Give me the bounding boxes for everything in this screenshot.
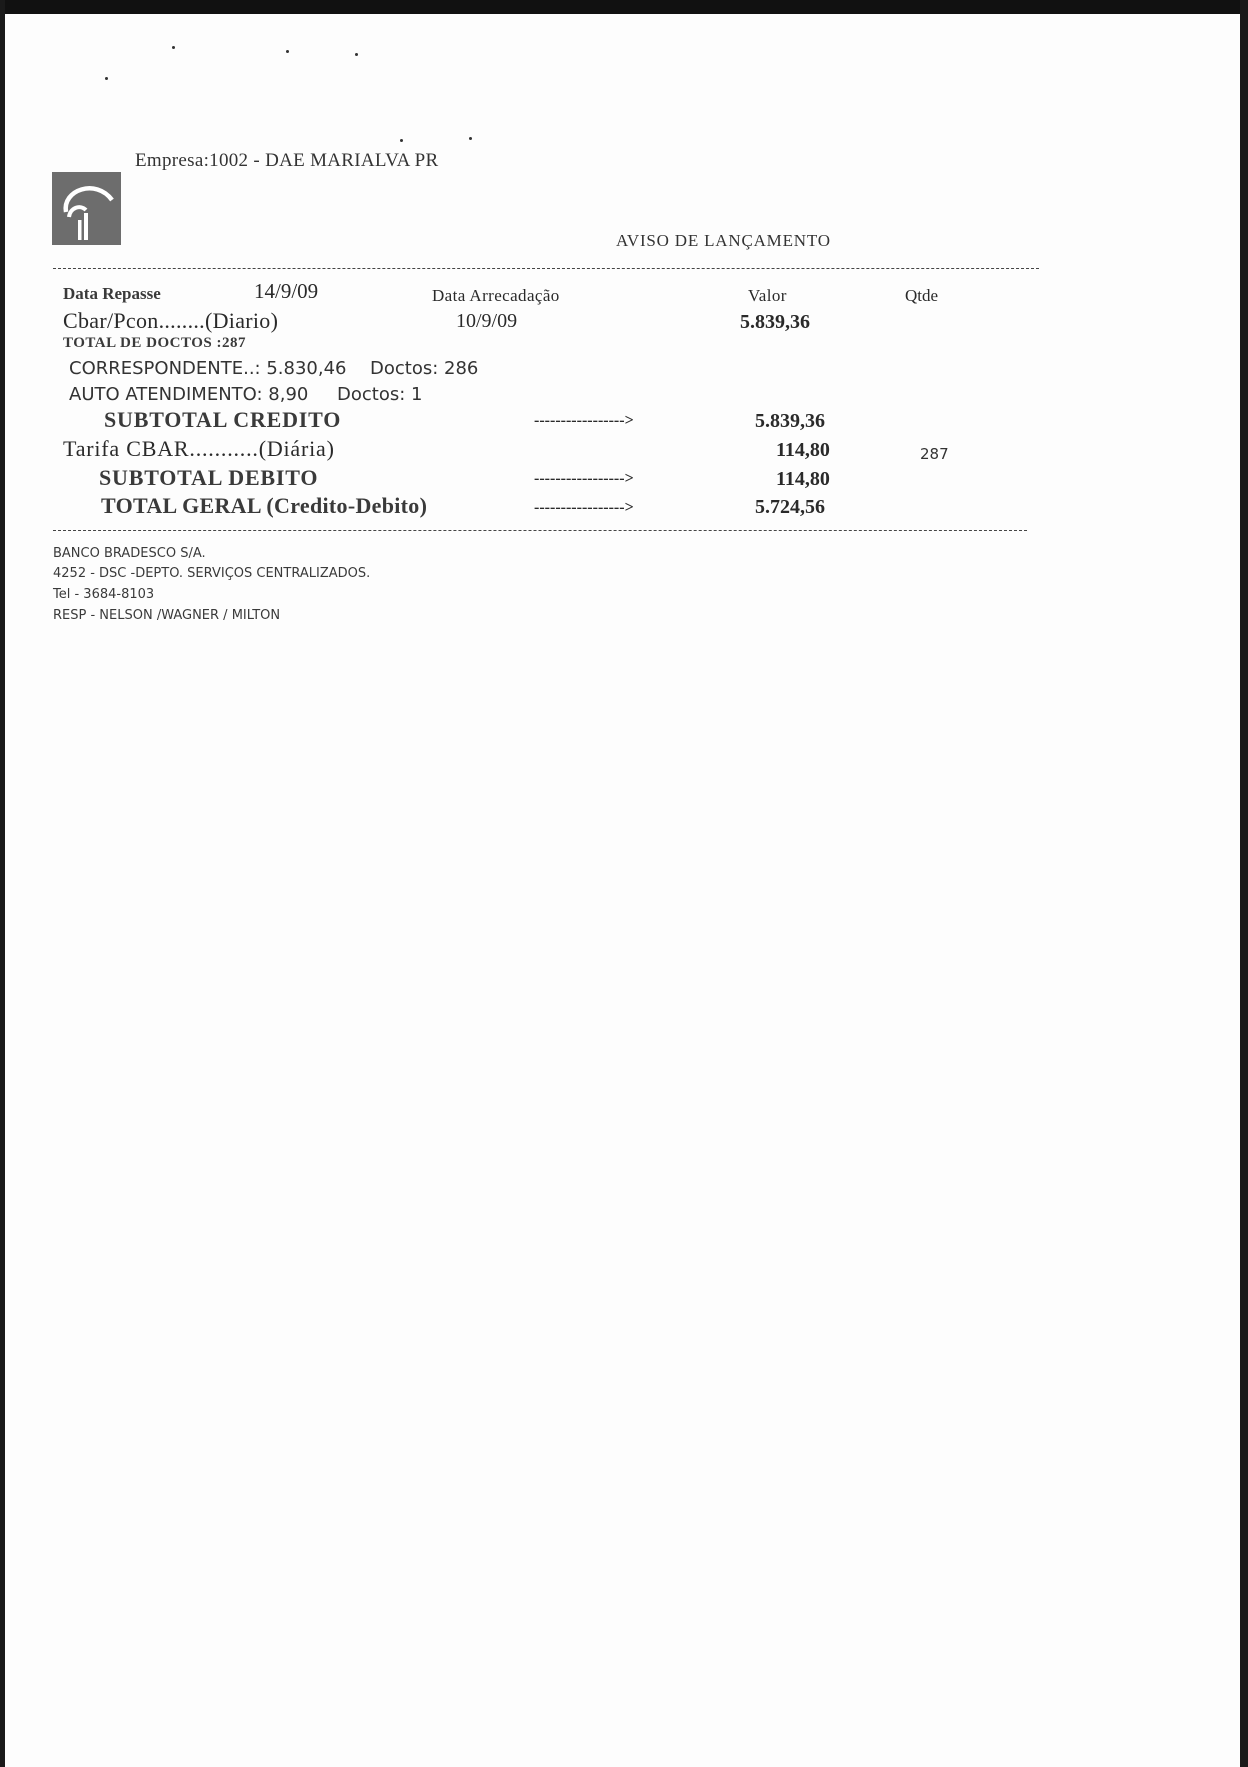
entry-date: 10/9/09 <box>456 310 518 332</box>
scan-speck <box>355 53 358 56</box>
scan-speck <box>286 50 289 53</box>
total-geral-value: 5.724,56 <box>755 496 825 518</box>
qtde-label: Qtde <box>905 286 939 305</box>
total-geral-arrow: -----------------> <box>534 499 634 516</box>
valor-label: Valor <box>748 286 787 305</box>
scan-border-right <box>1240 0 1248 1767</box>
scan-speck <box>105 77 108 80</box>
scan-border-top <box>0 0 1248 14</box>
footer-responsible: RESP - NELSON /WAGNER / MILTON <box>53 608 281 623</box>
divider-bottom <box>53 530 1027 531</box>
footer-phone: Tel - 3684-8103 <box>53 587 155 602</box>
subtotal-credito-value: 5.839,36 <box>755 410 825 432</box>
data-repasse-value: 14/9/09 <box>254 279 319 303</box>
correspondente-text: CORRESPONDENTE..: 5.830,46 <box>69 358 347 379</box>
correspondente-doctos: Doctos: 286 <box>370 358 479 379</box>
subtotal-debito-value: 114,80 <box>776 468 830 490</box>
subtotal-debito-label: SUBTOTAL DEBITO <box>99 465 319 490</box>
scan-border-left <box>0 0 5 1767</box>
tarifa-qtde: 287 <box>920 445 949 463</box>
company-name: Empresa:1002 - DAE MARIALVA PR <box>135 150 439 171</box>
footer-bank: BANCO BRADESCO S/A. <box>53 546 206 561</box>
auto-atendimento-text: AUTO ATENDIMENTO: 8,90 <box>69 384 309 405</box>
footer-department: 4252 - DSC -DEPTO. SERVIÇOS CENTRALIZADOS. <box>53 566 371 581</box>
subtotal-credito-arrow: -----------------> <box>534 412 634 429</box>
divider-top <box>53 268 1039 269</box>
entry-label: Cbar/Pcon........(Diario) <box>63 308 279 333</box>
bank-logo <box>52 172 121 245</box>
data-repasse-label: Data Repasse <box>63 284 161 303</box>
subtotal-credito-label: SUBTOTAL CREDITO <box>104 407 342 432</box>
scan-speck <box>469 137 472 140</box>
scan-speck <box>172 46 175 49</box>
total-doctos: TOTAL DE DOCTOS :287 <box>63 335 246 351</box>
subtotal-debito-arrow: -----------------> <box>534 470 634 487</box>
data-arrecadacao-label: Data Arrecadação <box>432 286 560 305</box>
tarifa-label: Tarifa CBAR...........(Diária) <box>63 436 335 461</box>
total-geral-label: TOTAL GERAL (Credito-Debito) <box>101 493 428 518</box>
tarifa-value: 114,80 <box>776 439 830 461</box>
entry-value: 5.839,36 <box>740 311 810 333</box>
auto-atendimento-doctos: Doctos: 1 <box>337 384 423 405</box>
scan-speck <box>400 139 403 142</box>
notice-title: AVISO DE LANÇAMENTO <box>616 231 831 250</box>
